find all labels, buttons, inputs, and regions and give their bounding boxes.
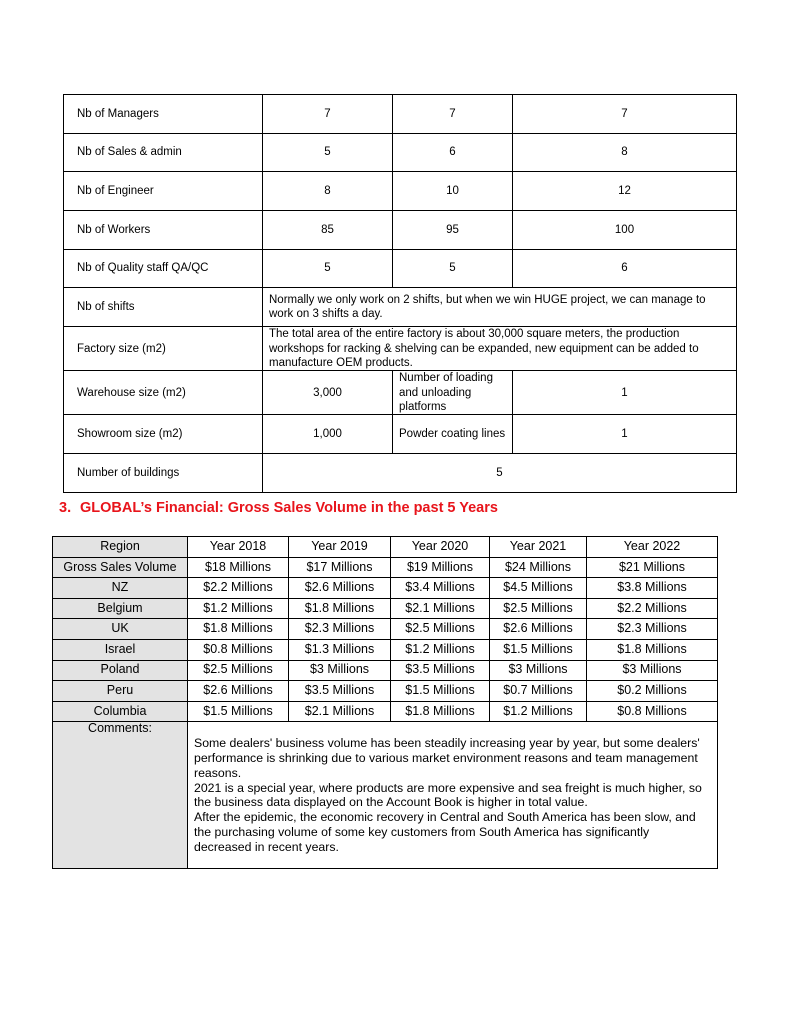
sales-value: $1.8 Millions — [289, 598, 391, 619]
section-number: 3. — [59, 500, 72, 516]
sales-value: $3.8 Millions — [587, 578, 718, 599]
sales-value: $2.5 Millions — [188, 660, 289, 681]
sales-value: $2.6 Millions — [289, 578, 391, 599]
powder-coating-label: Powder coating lines — [393, 415, 513, 454]
column-header: Year 2018 — [188, 537, 289, 558]
comments-label: Comments: — [53, 722, 188, 869]
sales-value: $2.2 Millions — [188, 578, 289, 599]
sales-value: $3 Millions — [587, 660, 718, 681]
sales-value: $1.5 Millions — [391, 681, 490, 702]
sales-value: $1.8 Millions — [391, 701, 490, 722]
sales-value: $2.6 Millions — [188, 681, 289, 702]
sales-value: $18 Millions — [188, 557, 289, 578]
header-row — [53, 537, 718, 558]
table-row — [53, 557, 718, 578]
shifts-text: Normally we only work on 2 shifts, but when we win HUGE project, we can manage to work on 3 shifts a day. — [263, 288, 737, 327]
warehouse-size-value: 3,000 — [263, 371, 393, 415]
region-name: UK — [53, 619, 188, 640]
sales-value: $24 Millions — [490, 557, 587, 578]
sales-value: $2.6 Millions — [490, 619, 587, 640]
sales-value: $1.5 Millions — [188, 701, 289, 722]
sales-value: $19 Millions — [391, 557, 490, 578]
sales-value: $1.8 Millions — [587, 639, 718, 660]
cell-value: 6 — [513, 249, 737, 288]
row-label: Nb of Quality staff QA/QC — [64, 249, 263, 288]
sales-value: $3 Millions — [289, 660, 391, 681]
sales-value: $3 Millions — [490, 660, 587, 681]
sales-value: $0.7 Millions — [490, 681, 587, 702]
table-row — [53, 598, 718, 619]
buildings-row — [64, 454, 737, 493]
sales-value: $3.5 Millions — [391, 660, 490, 681]
region-name: Peru — [53, 681, 188, 702]
table-row — [64, 95, 737, 134]
row-label: Nb of Managers — [64, 95, 263, 134]
sales-value: $2.5 Millions — [490, 598, 587, 619]
sales-volume-table — [52, 536, 718, 869]
column-header: Year 2022 — [587, 537, 718, 558]
cell-value: 12 — [513, 172, 737, 211]
column-header: Year 2019 — [289, 537, 391, 558]
showroom-row — [64, 415, 737, 454]
row-label: Nb of Sales & admin — [64, 133, 263, 172]
table-row — [53, 660, 718, 681]
table-row — [64, 133, 737, 172]
region-name: Gross Sales Volume — [53, 557, 188, 578]
comments-cell — [188, 722, 718, 869]
sales-value: $0.8 Millions — [587, 701, 718, 722]
shifts-row — [64, 288, 737, 327]
cell-value: 10 — [393, 172, 513, 211]
sales-value: $2.1 Millions — [391, 598, 490, 619]
region-name: Columbia — [53, 701, 188, 722]
table-row — [64, 211, 737, 250]
warehouse-row — [64, 371, 737, 415]
row-label: Nb of shifts — [64, 288, 263, 327]
sales-value: $1.2 Millions — [188, 598, 289, 619]
row-label: Nb of Workers — [64, 211, 263, 250]
table-row — [53, 701, 718, 722]
loading-platforms-label: Number of loading and unloading platforms — [393, 371, 513, 415]
table-row — [64, 172, 737, 211]
column-header: Year 2020 — [391, 537, 490, 558]
loading-platforms-value: 1 — [513, 371, 737, 415]
cell-value: 85 — [263, 211, 393, 250]
cell-value: 7 — [263, 95, 393, 134]
sales-value: $1.8 Millions — [188, 619, 289, 640]
column-header: Year 2021 — [490, 537, 587, 558]
row-label: Showroom size (m2) — [64, 415, 263, 454]
table-row — [53, 639, 718, 660]
cell-value: 6 — [393, 133, 513, 172]
row-label: Warehouse size (m2) — [64, 371, 263, 415]
sales-value: $1.2 Millions — [490, 701, 587, 722]
sales-value: $17 Millions — [289, 557, 391, 578]
factory-info-table — [63, 94, 737, 493]
section-title: GLOBAL’s Financial: Gross Sales Volume in the past 5 Years — [80, 500, 498, 516]
cell-value: 8 — [263, 172, 393, 211]
row-label: Number of buildings — [64, 454, 263, 493]
sales-value: $2.3 Millions — [587, 619, 718, 640]
comment-paragraph: After the epidemic, the economic recovery in Central and South America has been slow, and the purchasing volume of some key customers from South America has significantly decreased in recent years. — [194, 810, 696, 854]
column-header: Region — [53, 537, 188, 558]
factory-size-row — [64, 327, 737, 371]
sales-value: $3.4 Millions — [391, 578, 490, 599]
row-label: Factory size (m2) — [64, 327, 263, 371]
sales-value: $4.5 Millions — [490, 578, 587, 599]
table-row — [53, 681, 718, 702]
powder-coating-value: 1 — [513, 415, 737, 454]
comments-row — [53, 722, 718, 869]
region-name: NZ — [53, 578, 188, 599]
region-name: Israel — [53, 639, 188, 660]
table-row — [53, 619, 718, 640]
sales-value: $1.3 Millions — [289, 639, 391, 660]
cell-value: 5 — [393, 249, 513, 288]
buildings-value: 5 — [263, 454, 737, 493]
sales-value: $2.3 Millions — [289, 619, 391, 640]
sales-value: $1.5 Millions — [490, 639, 587, 660]
cell-value: 95 — [393, 211, 513, 250]
region-name: Belgium — [53, 598, 188, 619]
table-row — [53, 578, 718, 599]
showroom-size-value: 1,000 — [263, 415, 393, 454]
cell-value: 7 — [513, 95, 737, 134]
cell-value: 5 — [263, 133, 393, 172]
sales-value: $0.8 Millions — [188, 639, 289, 660]
sales-value: $3.5 Millions — [289, 681, 391, 702]
region-name: Poland — [53, 660, 188, 681]
row-label: Nb of Engineer — [64, 172, 263, 211]
sales-value: $2.5 Millions — [391, 619, 490, 640]
sales-value: $2.1 Millions — [289, 701, 391, 722]
cell-value: 5 — [263, 249, 393, 288]
cell-value: 100 — [513, 211, 737, 250]
sales-value: $2.2 Millions — [587, 598, 718, 619]
sales-value: $0.2 Millions — [587, 681, 718, 702]
sales-value: $21 Millions — [587, 557, 718, 578]
cell-value: 7 — [393, 95, 513, 134]
comment-paragraph: Some dealers' business volume has been steadily increasing year by year, but some dealers' performance is shrinking due to various market environment reasons and team management reasons. — [194, 736, 700, 780]
cell-value: 8 — [513, 133, 737, 172]
section-heading — [59, 500, 498, 516]
comment-paragraph: 2021 is a special year, where products are more expensive and sea freight is much higher, so the business data displayed on the Account Book is higher in total value. — [194, 780, 702, 810]
factory-size-text: The total area of the entire factory is about 30,000 square meters, the production workshops for racking & shelving can be expanded, new equipment can be added to manufacture OEM products. — [263, 327, 737, 371]
sales-value: $1.2 Millions — [391, 639, 490, 660]
table-row — [64, 249, 737, 288]
